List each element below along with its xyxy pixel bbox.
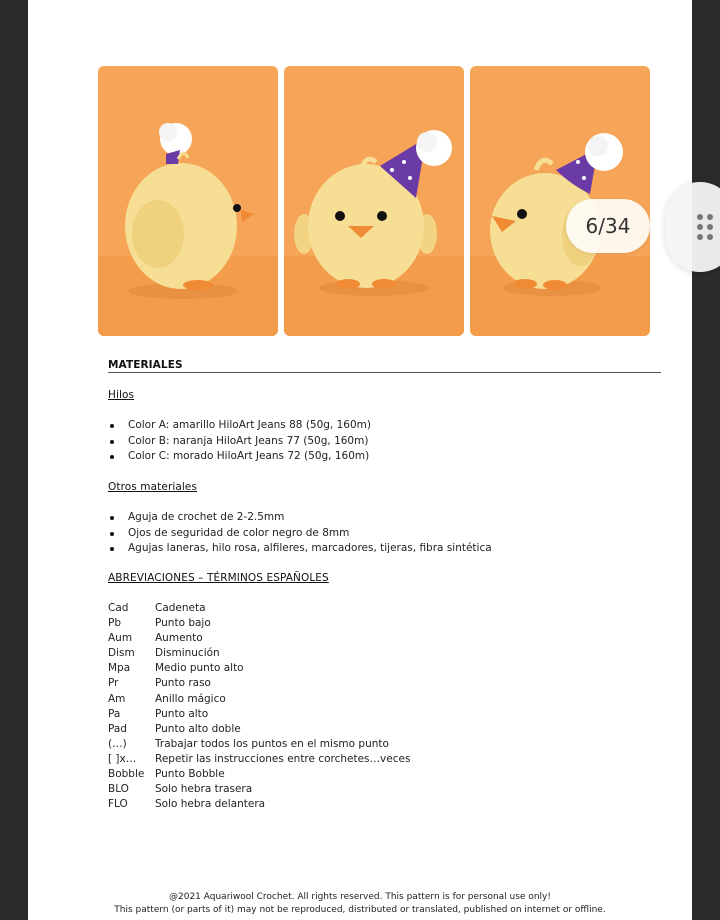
abbr-key: Pa bbox=[108, 707, 121, 720]
table-row bbox=[108, 646, 410, 661]
abbr-key: FLO bbox=[108, 798, 128, 811]
table-row bbox=[108, 707, 410, 722]
otros-materiales-list bbox=[108, 510, 492, 557]
list-item: Ojos de seguridad de color negro de 8mm bbox=[108, 526, 492, 542]
grip-dot-icon bbox=[707, 234, 713, 240]
chick-photo-front bbox=[284, 66, 464, 336]
document-page bbox=[28, 0, 692, 920]
abbr-meaning: Aumento bbox=[155, 632, 203, 645]
footer-license: This pattern (or parts of it) may not be reproduced, distributed or translated, published on internet or offline. bbox=[114, 905, 606, 915]
abbr-meaning: Repetir las instrucciones entre corchetes…veces bbox=[155, 752, 411, 765]
abbr-key: [ ]x… bbox=[108, 752, 137, 765]
abbr-key: Pad bbox=[108, 722, 127, 735]
abbr-meaning: Solo hebra trasera bbox=[155, 783, 253, 796]
hilos-list bbox=[108, 418, 371, 465]
photo-strip bbox=[98, 66, 650, 336]
abbr-key: Mpa bbox=[108, 662, 131, 675]
list-item: Color C: morado HiloArt Jeans 72 (50g, 160m) bbox=[108, 449, 371, 465]
otros-materiales-heading: Otros materiales bbox=[108, 481, 198, 493]
abbr-meaning: Punto bajo bbox=[155, 617, 211, 630]
hilos-heading: Hilos bbox=[108, 389, 135, 401]
table-row bbox=[108, 767, 410, 782]
abbr-key: Bobble bbox=[108, 768, 145, 781]
list-item: Color B: naranja HiloArt Jeans 77 (50g, 160m) bbox=[108, 434, 371, 450]
table-row bbox=[108, 782, 410, 797]
abbr-meaning: Punto alto doble bbox=[155, 722, 241, 735]
table-row bbox=[108, 722, 410, 737]
abbreviations-table bbox=[108, 601, 410, 812]
list-item: Agujas laneras, hilo rosa, alfileres, marcadores, tijeras, fibra sintética bbox=[108, 541, 492, 557]
abbr-meaning: Anillo mágico bbox=[155, 692, 226, 705]
abbr-meaning: Trabajar todos los puntos en el mismo punto bbox=[155, 737, 389, 750]
abbr-meaning: Punto raso bbox=[155, 677, 211, 690]
abbr-key: BLO bbox=[108, 783, 129, 796]
abbr-meaning: Punto alto bbox=[155, 707, 209, 720]
table-row bbox=[108, 752, 410, 767]
abbr-meaning: Medio punto alto bbox=[155, 662, 244, 675]
scroll-handle[interactable] bbox=[665, 182, 720, 272]
table-row bbox=[108, 737, 410, 752]
abbr-meaning: Solo hebra delantera bbox=[155, 798, 266, 811]
table-row bbox=[108, 692, 410, 707]
list-item: Color A: amarillo HiloArt Jeans 88 (50g, 160m) bbox=[108, 418, 371, 434]
abbr-key: Cad bbox=[108, 602, 129, 614]
grip-dot-icon bbox=[697, 234, 703, 240]
abbr-key: (…) bbox=[108, 737, 127, 750]
abbr-key: Pb bbox=[108, 617, 121, 630]
chick-photo-side bbox=[98, 66, 278, 336]
abbr-key: Am bbox=[108, 692, 126, 705]
page-indicator: 6/34 bbox=[566, 199, 650, 253]
table-row bbox=[108, 631, 410, 646]
table-row bbox=[108, 676, 410, 691]
abbr-key: Pr bbox=[108, 677, 119, 690]
table-row bbox=[108, 616, 410, 631]
section-divider bbox=[108, 372, 661, 373]
abbr-key: Dism bbox=[108, 647, 135, 660]
grip-dot-icon bbox=[707, 214, 713, 220]
abbr-key: Aum bbox=[108, 632, 133, 645]
abreviaciones-heading: ABREVIACIONES – TÉRMINOS ESPAÑOLES bbox=[108, 572, 329, 584]
abbr-meaning: Punto Bobble bbox=[155, 768, 225, 781]
abbr-meaning: Disminución bbox=[155, 647, 220, 660]
list-item: Aguja de crochet de 2-2.5mm bbox=[108, 510, 492, 526]
materiales-heading: MATERIALES bbox=[108, 359, 183, 371]
table-row bbox=[108, 661, 410, 676]
footer-copyright: @2021 Aquariwool Crochet. All rights reserved. This pattern is for personal use only! bbox=[169, 892, 551, 902]
grip-dot-icon bbox=[707, 224, 713, 230]
table-row bbox=[108, 601, 410, 616]
abbr-meaning: Cadeneta bbox=[155, 602, 206, 614]
table-row bbox=[108, 797, 410, 812]
grip-dot-icon bbox=[697, 214, 703, 220]
grip-dot-icon bbox=[697, 224, 703, 230]
